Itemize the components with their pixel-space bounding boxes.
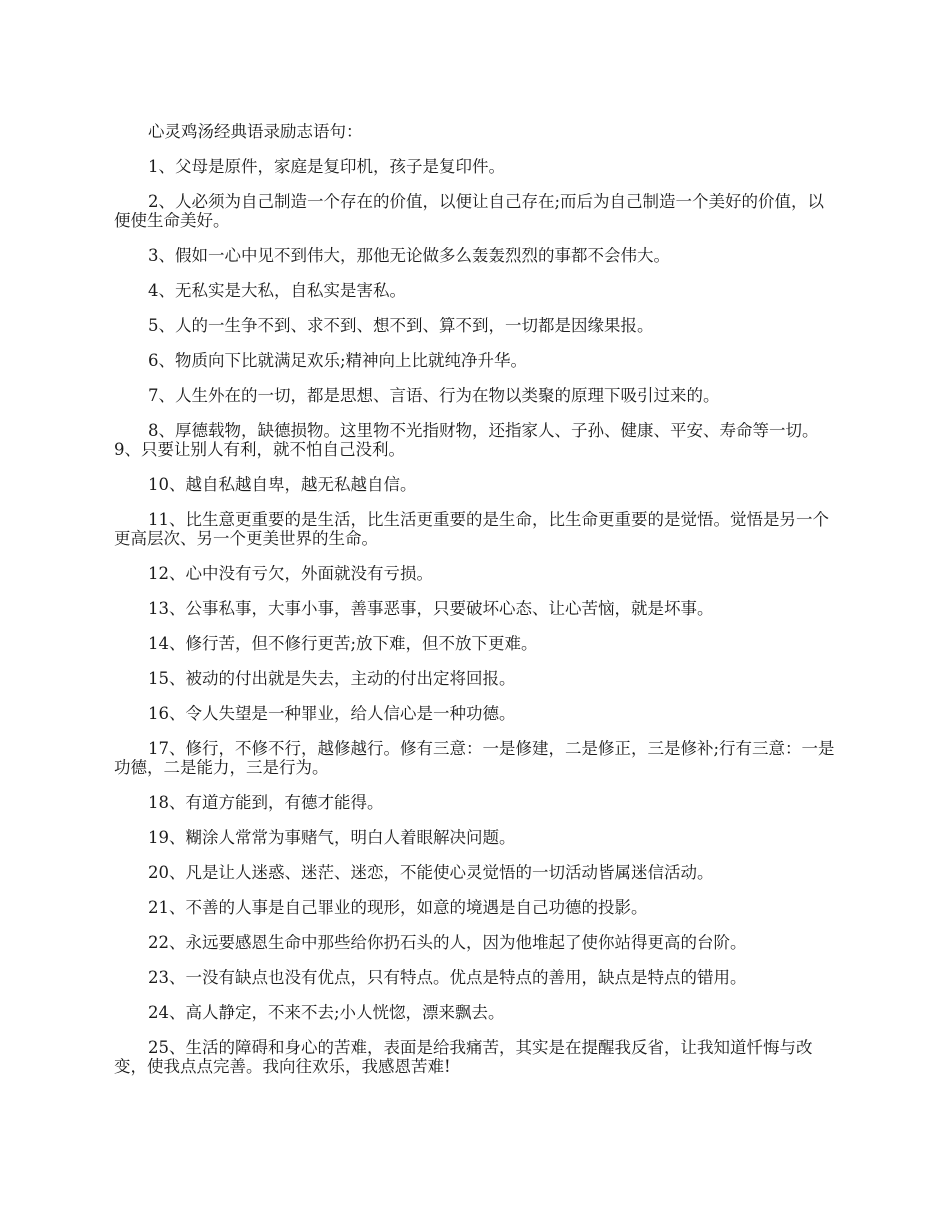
quote-paragraph-6: 6、物质向下比就满足欢乐;精神向上比就纯净升华。 <box>148 351 528 370</box>
document-title: 心灵鸡汤经典语录励志语句： <box>148 122 363 141</box>
quote-paragraph-10: 10、越自私越自卑，越无私越自信。 <box>148 475 417 494</box>
quote-paragraph-24: 24、高人静定，不来不去;小人恍惚，漂来飘去。 <box>148 1003 505 1022</box>
quote-paragraph-2: 2、人必须为自己制造一个存在的价值，以便让自己存在;而后为自己制造一个美好的价值，以便使生命美好。 <box>114 192 825 230</box>
document-body <box>114 122 844 1092</box>
quote-paragraph-16: 16、令人失望是一种罪业，给人信心是一种功德。 <box>148 704 516 723</box>
quote-paragraph-7: 7、人生外在的一切，都是思想、言语、行为在物以类聚的原理下吸引过来的。 <box>148 386 720 405</box>
quote-paragraph-25: 25、生活的障碍和身心的苦难，表面是给我痛苦，其实是在提醒我反省，让我知道忏悔与改变，使我点点完善。我向往欢乐，我感恩苦难! <box>114 1038 813 1076</box>
quote-paragraph-12: 12、心中没有亏欠，外面就没有亏损。 <box>148 564 433 583</box>
quote-paragraph-3: 3、假如一心中见不到伟大，那他无论做多么轰轰烈烈的事都不会伟大。 <box>148 246 670 265</box>
quote-paragraph-4: 4、无私实是大私，自私实是害私。 <box>148 281 406 300</box>
quote-paragraph-1: 1、父母是原件，家庭是复印机，孩子是复印件。 <box>148 157 505 176</box>
quote-paragraph-15: 15、被动的付出就是失去，主动的付出定将回报。 <box>148 669 516 688</box>
quote-paragraph-21: 21、不善的人事是自己罪业的现形，如意的境遇是自己功德的投影。 <box>148 898 648 917</box>
quote-paragraph-20: 20、凡是让人迷惑、迷茫、迷恋，不能使心灵觉悟的一切活动皆属迷信活动。 <box>148 863 714 882</box>
quote-paragraph-5: 5、人的一生争不到、求不到、想不到、算不到，一切都是因缘果报。 <box>148 316 654 335</box>
quote-paragraph-22: 22、永远要感恩生命中那些给你扔石头的人，因为他堆起了使你站得更高的台阶。 <box>148 933 747 952</box>
quote-paragraph-17: 17、修行，不修不行，越修越行。修有三意：一是修建，二是修正，三是修补;行有三意：一是功德，二是能力，三是行为。 <box>114 739 835 777</box>
quote-paragraph-19: 19、糊涂人常常为事赌气，明白人着眼解决问题。 <box>148 828 516 847</box>
quote-paragraph-23: 23、一没有缺点也没有优点，只有特点。优点是特点的善用，缺点是特点的错用。 <box>148 968 747 987</box>
quote-paragraph-8-9: 8、厚德载物，缺德损物。这里物不光指财物，还指家人、子孙、健康、平安、寿命等一切。 9、只要让别人有利，就不怕自己没利。 <box>114 421 844 459</box>
quote-paragraph-13: 13、公事私事，大事小事，善事恶事，只要破坏心态、让心苦恼，就是坏事。 <box>148 599 714 618</box>
quote-paragraph-18: 18、有道方能到，有德才能得。 <box>148 793 384 812</box>
quote-paragraph-14: 14、修行苦，但不修行更苦;放下难，但不放下更难。 <box>148 634 538 653</box>
quote-paragraph-11: 11、比生意更重要的是生活，比生活更重要的是生命，比生命更重要的是觉悟。觉悟是另一个更高层次、另一个更美世界的生命。 <box>114 510 829 548</box>
